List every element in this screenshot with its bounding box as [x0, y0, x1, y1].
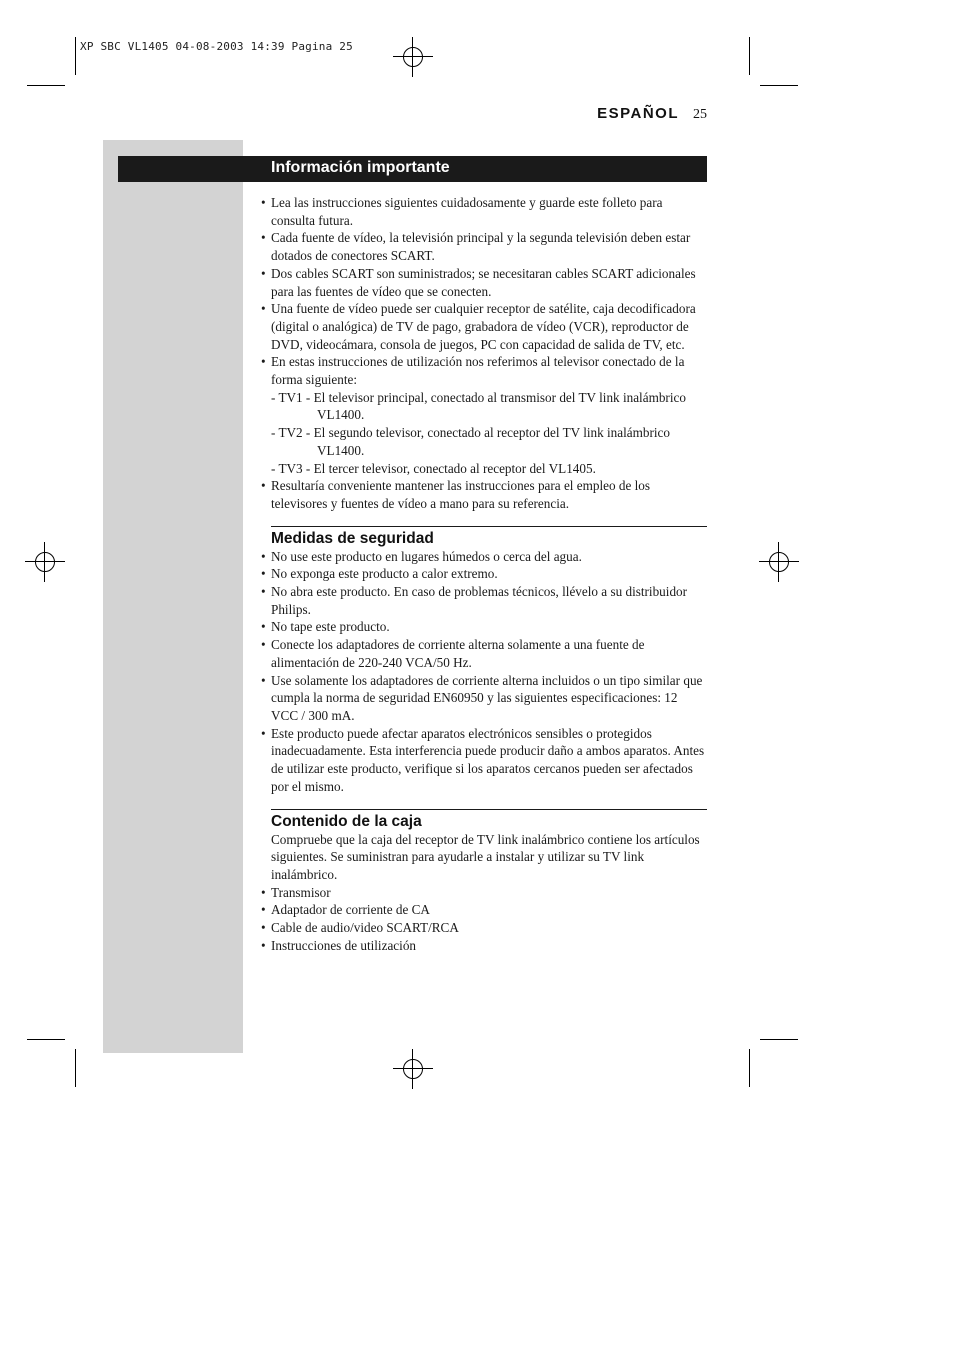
crop-mark — [760, 85, 798, 86]
title-bar — [118, 156, 707, 182]
crop-mark — [75, 37, 76, 75]
contents-list — [261, 884, 707, 955]
list-item — [261, 353, 707, 477]
crop-mark — [749, 1049, 750, 1087]
main-content — [261, 194, 707, 954]
list-item: • Cable de audio/video SCART/RCA — [261, 919, 707, 937]
crop-mark — [749, 37, 750, 75]
list-item: • Una fuente de vídeo puede ser cualquier receptor de satélite, caja decodificadora (digital o analógica) de TV de pago, grabadora de vídeo (VCR), reproductor de DVD, videocámara, consola de juegos, PC con capacidad de salida de TV, etc. — [261, 300, 707, 353]
crop-mark — [27, 1039, 65, 1040]
list-item: • Dos cables SCART son suministrados; se necesitaran cables SCART adicionales para las fuentes de vídeo que se conecten. — [261, 265, 707, 300]
registration-mark — [25, 542, 65, 582]
list-item: • Lea las instrucciones siguientes cuidadosamente y guarde este folleto para consulta futura. — [261, 194, 707, 229]
print-slug: XP SBC VL1405 04-08-2003 14:39 Pagina 25 — [80, 40, 353, 53]
registration-mark — [759, 542, 799, 582]
list-item: • No use este producto en lugares húmedos o cerca del agua. — [261, 548, 707, 566]
page-header — [597, 105, 707, 123]
crop-mark — [27, 85, 65, 86]
list-item: • Conecte los adaptadores de corriente alterna solamente a una fuente de alimentación de 220-240 VCA/50 Hz. — [261, 636, 707, 671]
list-item: • Instrucciones de utilización — [261, 937, 707, 955]
contents-intro: Compruebe que la caja del receptor de TV link inalámbrico contiene los artículos siguientes. Se suministran para ayudarle a instalar y utilizar su TV link inalámbrico. — [271, 831, 700, 882]
list-item: • Transmisor — [261, 884, 707, 902]
list-item: • No abra este producto. En caso de problemas técnicos, llévelo a su distribuidor Philips. — [261, 583, 707, 618]
page-number: 25 — [693, 107, 707, 122]
tv-definition: - TV2 - El segundo televisor, conectado al receptor del TV link inalámbrico VL1400. — [271, 425, 671, 458]
list-item: • Este producto puede afectar aparatos electrónicos sensibles o protegidos inadecuadamente. Esta interferencia puede producir daño a ambos aparatos. Antes de utilizar este producto, verifique si los aparatos cercanos pueden ser afectados por el mismo. — [261, 725, 707, 796]
safety-list — [261, 548, 707, 796]
section-title-contents: Contenido de la caja — [271, 812, 422, 830]
section-title-safety: Medidas de seguridad — [271, 529, 434, 547]
list-item: • Use solamente los adaptadores de corriente alterna incluidos o un tipo similar que cumpla la norma de seguridad EN60950 y las siguientes especificaciones: 12 VCC / 300 mA. — [261, 672, 707, 725]
list-item-text: En estas instrucciones de utilización nos referimos al televisor conectado de la forma siguiente: — [271, 354, 685, 388]
registration-mark — [393, 37, 433, 77]
registration-mark — [393, 1049, 433, 1089]
crop-mark — [75, 1049, 76, 1087]
crop-mark — [760, 1039, 798, 1040]
language-label: ESPAÑOL — [597, 105, 679, 122]
page-title: Información importante — [271, 159, 450, 176]
list-item: • Resultaría conveniente mantener las instrucciones para el empleo de los televisores y fuentes de vídeo a mano para su referencia. — [261, 477, 707, 512]
side-gray-strip — [103, 140, 243, 1053]
list-item: • No tape este producto. — [261, 618, 707, 636]
section-divider — [271, 809, 707, 810]
tv-definitions — [271, 389, 707, 478]
tv-definition: - TV1 - El televisor principal, conectado al transmisor del TV link inalámbrico VL1400. — [271, 389, 686, 423]
section-divider — [271, 526, 707, 527]
important-list — [261, 194, 707, 513]
list-item: • No exponga este producto a calor extremo. — [261, 565, 707, 583]
list-item: • Cada fuente de vídeo, la televisión principal y la segunda televisión deben estar dotados de conectores SCART. — [261, 229, 707, 264]
list-item: • Adaptador de corriente de CA — [261, 901, 707, 919]
tv-definition: - TV3 - El tercer televisor, conectado al receptor del VL1405. — [271, 460, 596, 476]
